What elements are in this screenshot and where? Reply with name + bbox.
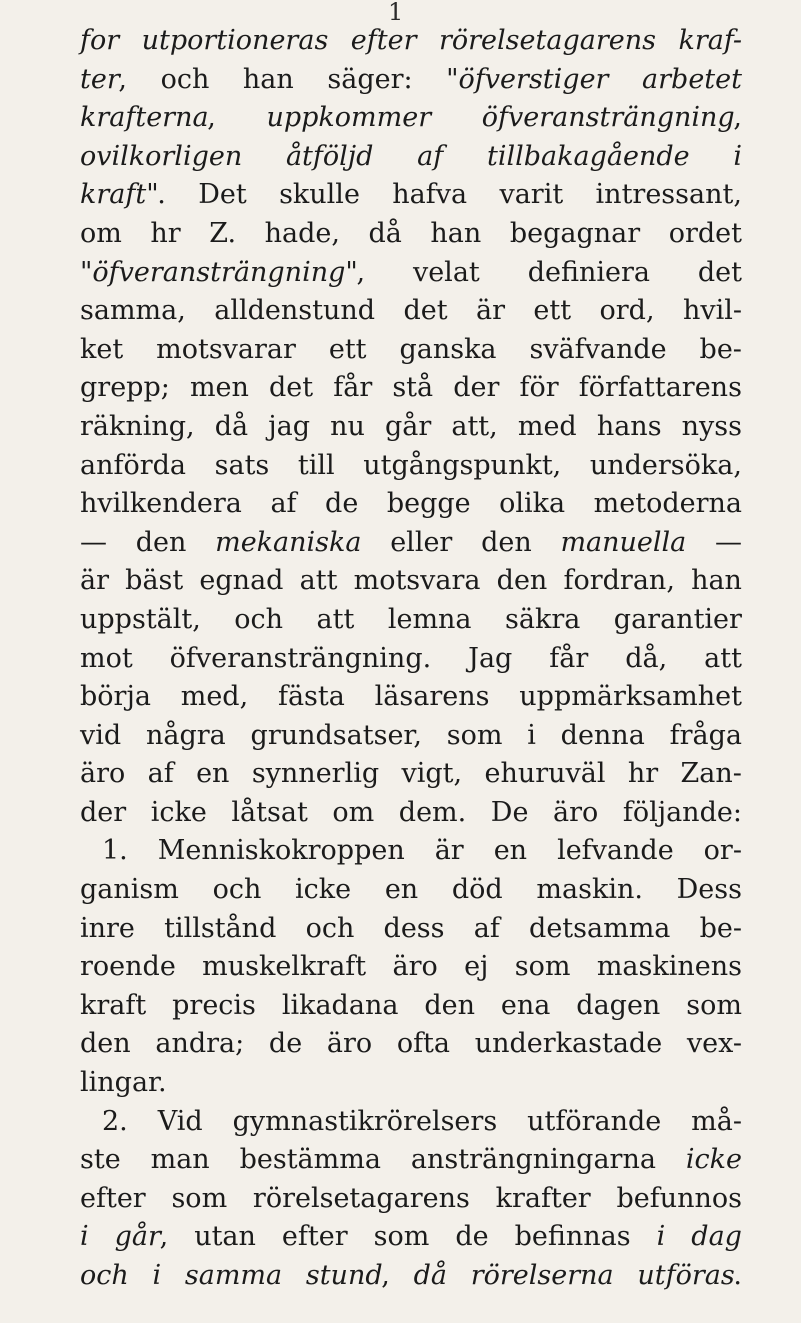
text-word: for [80, 25, 120, 56]
text-word: ett [533, 295, 572, 327]
text-word: den [135, 526, 187, 558]
text-word: att [704, 642, 742, 674]
text-word: rörelsetagarens [438, 25, 656, 56]
text-word: äro [553, 796, 599, 828]
text-word: , [733, 102, 742, 134]
text-word: en [493, 835, 528, 867]
text-word: garantier [613, 603, 742, 635]
text-word [637, 1257, 742, 1296]
text-word: dag [691, 1221, 742, 1253]
text-word: får [333, 372, 373, 404]
text-line [80, 1180, 742, 1219]
text-word: om [332, 796, 375, 828]
text-word: uppstält, [80, 603, 201, 635]
text-word: befinnas [514, 1221, 631, 1253]
text-line [80, 1141, 742, 1180]
text-word: rörelserna [470, 1260, 614, 1291]
text-word: rörelsetagarens [252, 1182, 470, 1214]
text-word: uppkommer [266, 102, 432, 134]
text-line [80, 640, 742, 679]
text-word: motsvara [353, 565, 481, 597]
text-word: ansträngningarna [410, 1144, 656, 1176]
text-line [80, 447, 742, 486]
text-word: det [269, 372, 314, 404]
text-word: uppmärksamhet [519, 681, 742, 713]
text-word: Dess [676, 874, 742, 906]
text-word: äro [326, 1028, 373, 1060]
text-word: hade, [264, 217, 340, 249]
text-word: Zan- [680, 758, 742, 790]
text-word: utgångspunkt, [363, 449, 562, 481]
text-word: då [413, 1260, 447, 1291]
text-word: åtföljd [285, 140, 374, 172]
text-word: ej [464, 951, 489, 983]
text-word: Z. [209, 217, 237, 249]
text-word: hans [596, 410, 662, 442]
text-word: grepp; [80, 372, 170, 404]
text-word: Menniskokroppen [157, 835, 405, 867]
text-word: stund [305, 1260, 383, 1291]
text-word: ganism [80, 874, 179, 906]
text-word: fråga [669, 719, 742, 751]
text-word: kraft" [80, 179, 159, 211]
text-word: fordran, [563, 565, 675, 597]
text-word: andra; [155, 1028, 245, 1060]
text-line [80, 254, 742, 293]
text-word: "öfverstiger [446, 63, 609, 95]
text-word: i [733, 140, 742, 172]
text-word: samma [184, 1260, 283, 1291]
text-word: ehuruväl [484, 758, 606, 790]
text-word: anförda [80, 449, 187, 481]
text-word: af [473, 912, 500, 944]
text-word: säkra [505, 603, 581, 635]
text-word: utan [194, 1221, 256, 1253]
text-word: metoderna [593, 488, 742, 520]
text-word: ket [80, 333, 124, 365]
text-word: en [196, 758, 230, 790]
text-word: motsvarar [156, 333, 296, 365]
text-word: icke [150, 796, 207, 828]
text-line [80, 562, 742, 601]
text-word: — [714, 526, 742, 558]
text-word: äro [80, 758, 126, 790]
text-word: den [80, 1028, 131, 1060]
text-word: "öfveransträngning" [80, 256, 358, 288]
text-word: får [549, 642, 589, 674]
text-word: tillstånd [164, 912, 277, 944]
text-word: det [403, 295, 448, 327]
text-word: der [453, 372, 500, 404]
text-line [80, 99, 742, 138]
text-word: dem. [398, 796, 467, 828]
text-line [80, 138, 742, 177]
text-line [80, 61, 742, 100]
text-word: är [434, 835, 464, 867]
text-word: är [475, 295, 505, 327]
text-line [80, 369, 742, 408]
text-word: de [455, 1221, 489, 1253]
text-line [80, 794, 742, 833]
text-word: icke [685, 1144, 742, 1176]
text-word: velat [412, 256, 480, 288]
text-word: intressant, [595, 179, 742, 211]
text-word: lingar. [80, 1067, 167, 1099]
text-word: ord, [599, 295, 655, 327]
text-word: till [297, 449, 335, 481]
text-line [80, 1064, 742, 1103]
text-word: nu [330, 410, 365, 442]
text-line [80, 1257, 742, 1296]
text-word: vid [80, 719, 122, 751]
text-line [80, 1025, 742, 1064]
text-word: och [160, 63, 210, 95]
text-word: utförande [527, 1105, 662, 1137]
text-word: precis [172, 989, 256, 1021]
text-word: skulle [279, 179, 360, 211]
text-line [80, 601, 742, 640]
text-word: i [527, 719, 536, 751]
text-word: sats [214, 449, 270, 481]
text-word: varit [499, 179, 564, 211]
text-word: likadana [281, 989, 399, 1021]
text-word: krafter [495, 1182, 591, 1214]
text-word: ena [500, 989, 551, 1021]
text-word: . [733, 1260, 742, 1291]
text-word: egnad [199, 565, 284, 597]
text-word: hvilkendera [80, 488, 242, 520]
text-word: död [451, 874, 503, 906]
text-word: och [234, 603, 284, 635]
text-line [80, 948, 742, 987]
text-word: efter [350, 25, 417, 56]
text-word: då, [625, 642, 668, 674]
text-word: med [517, 410, 577, 442]
text-word: , [118, 63, 127, 95]
text-word: som [373, 1221, 430, 1253]
text-word: af [147, 758, 174, 790]
text-word: sväfvande [529, 333, 667, 365]
text-word: de [268, 1028, 303, 1060]
text-word: bestämma [239, 1144, 381, 1176]
text-word: författarens [578, 372, 742, 404]
text-word: lemna [387, 603, 472, 635]
text-word: Vid [157, 1105, 203, 1137]
text-word: af [417, 140, 444, 172]
text-word: begge [386, 488, 471, 520]
text-word: or- [703, 835, 742, 867]
text-word: lefvande [557, 835, 674, 867]
text-word: grundsatser, [250, 719, 422, 751]
text-word: att [316, 603, 355, 635]
text-word: . [157, 179, 166, 211]
text-line [80, 176, 742, 215]
text-word: att [299, 565, 338, 597]
text-word: hvil- [682, 295, 742, 327]
text-word: undersöka, [589, 449, 742, 481]
text-word: som [686, 989, 742, 1021]
text-word: kraft [80, 989, 147, 1021]
text-line [80, 292, 742, 331]
text-line [102, 1103, 742, 1142]
text-word: samma, [80, 295, 186, 327]
text-word: detsamma [529, 912, 671, 944]
text-word: för [519, 372, 559, 404]
text-word [80, 176, 166, 215]
text-word: låtsat [231, 796, 308, 828]
text-word: de [325, 488, 359, 520]
text-word: maskin. [536, 874, 643, 906]
text-word: äro [392, 951, 438, 983]
text-word: vex- [686, 1028, 742, 1060]
text-word: utportioneras [141, 25, 329, 56]
text-word: läsarens [374, 681, 490, 713]
text-word: nyss [681, 410, 742, 442]
text-word: mot [80, 642, 133, 674]
text-word: som [514, 951, 571, 983]
text-word: utföras [637, 1260, 735, 1291]
text-line [80, 408, 742, 447]
text-line [80, 717, 742, 756]
text-word: går [384, 410, 432, 442]
text-line [80, 22, 742, 61]
page-marker: 1 [388, 0, 404, 26]
text-word: 2. [102, 1105, 128, 1137]
text-line [80, 910, 742, 949]
text-word: som [171, 1182, 228, 1214]
text-word: då [214, 410, 249, 442]
text-word: den [496, 565, 548, 597]
text-word: stå [392, 372, 434, 404]
text-word: som [446, 719, 503, 751]
text-word: en [384, 874, 419, 906]
text-word: Det [198, 179, 247, 211]
text-word: dess [383, 912, 445, 944]
text-line [102, 832, 742, 871]
text-line [80, 678, 742, 717]
text-word: följande: [622, 796, 742, 828]
text-word: efter [281, 1221, 348, 1253]
text-line [80, 871, 742, 910]
text-word: men [189, 372, 249, 404]
text-word: Jag [468, 642, 513, 674]
text-word: i [152, 1260, 162, 1291]
text-word: hafva [392, 179, 468, 211]
text-word [80, 61, 127, 100]
text-word [80, 254, 365, 293]
text-word: öfveransträngning. [169, 642, 432, 674]
text-word: alldenstund [214, 295, 376, 327]
text-word: är [80, 565, 110, 597]
text-word: olika [499, 488, 566, 520]
text-word: definiera [527, 256, 650, 288]
text-word: befunnos [616, 1182, 742, 1214]
text-word: , [381, 1260, 390, 1291]
text-word: och [212, 874, 262, 906]
text-word: ordet [668, 217, 742, 249]
text-word: i [656, 1221, 666, 1253]
text-word: af [270, 488, 297, 520]
text-word: roende [80, 951, 176, 983]
text-line [80, 755, 742, 794]
text-word: De [490, 796, 529, 828]
text-word: öfveransträngning [481, 102, 735, 134]
text-word: några [145, 719, 226, 751]
text-word: i [80, 1221, 89, 1253]
text-word: bäst [125, 565, 184, 597]
text-word: — [80, 526, 107, 558]
text-word [306, 1257, 390, 1296]
text-word: ste [80, 1144, 121, 1176]
text-word [482, 99, 742, 138]
text-word: eller [390, 526, 453, 558]
text-word: den [424, 989, 475, 1021]
text-word: att, [451, 410, 498, 442]
text-word: det [697, 256, 742, 288]
text-word: han [430, 217, 482, 249]
text-line [80, 1218, 742, 1257]
text-word: jag [268, 410, 310, 442]
text-word: dagen [576, 989, 661, 1021]
text-word: manuella [560, 526, 687, 558]
text-word [80, 99, 216, 138]
text-word: ofta [396, 1028, 451, 1060]
text-word [115, 1218, 169, 1257]
text-word: han [691, 565, 742, 597]
body-text [80, 22, 742, 1296]
text-word: synnerlig [251, 758, 380, 790]
text-word: hr [627, 758, 659, 790]
text-word: begagnar [509, 217, 641, 249]
text-word: tillbakagående [486, 140, 690, 172]
text-word: mekaniska [215, 526, 362, 558]
text-word: ganska [399, 333, 497, 365]
text-word: , [356, 256, 366, 288]
text-word: krafterna [80, 102, 209, 134]
text-word: gymnastikrörelsers [232, 1105, 498, 1137]
text-word: den [481, 526, 532, 558]
text-word: ovilkorligen [80, 140, 243, 172]
text-word: be- [699, 912, 742, 944]
text-word: man [150, 1144, 210, 1176]
text-word: kraf- [678, 25, 742, 56]
text-word: ter [80, 63, 120, 95]
text-word: hr [150, 217, 181, 249]
text-line [80, 524, 742, 563]
text-word: och [305, 912, 355, 944]
text-word: der [80, 796, 127, 828]
text-word: 1. [102, 835, 128, 867]
text-word: han [242, 63, 294, 95]
text-word: och [80, 1260, 129, 1291]
text-line [80, 485, 742, 524]
text-word: ett [328, 333, 367, 365]
text-word: fästa [277, 681, 345, 713]
text-word: denna [560, 719, 645, 751]
text-word: be- [699, 333, 742, 365]
text-word: icke [295, 874, 352, 906]
text-word: börja [80, 681, 151, 713]
text-word: underkastade [474, 1028, 663, 1060]
text-word: må- [691, 1105, 742, 1137]
text-word: maskinens [596, 951, 742, 983]
text-word: , [207, 102, 216, 134]
text-word: , [159, 1221, 169, 1253]
text-word: då [368, 217, 402, 249]
text-line [80, 331, 742, 370]
text-word: efter [80, 1182, 146, 1214]
text-word: om [80, 217, 122, 249]
text-word: med, [180, 681, 249, 713]
text-line [80, 987, 742, 1026]
text-word: säger: [327, 63, 413, 95]
text-line [80, 215, 742, 254]
text-word: arbetet [642, 63, 742, 95]
text-word: vigt, [401, 758, 463, 790]
text-word: muskelkraft [202, 951, 367, 983]
text-word: räkning, [80, 410, 195, 442]
text-word: inre [80, 912, 135, 944]
text-word: går [114, 1221, 161, 1253]
